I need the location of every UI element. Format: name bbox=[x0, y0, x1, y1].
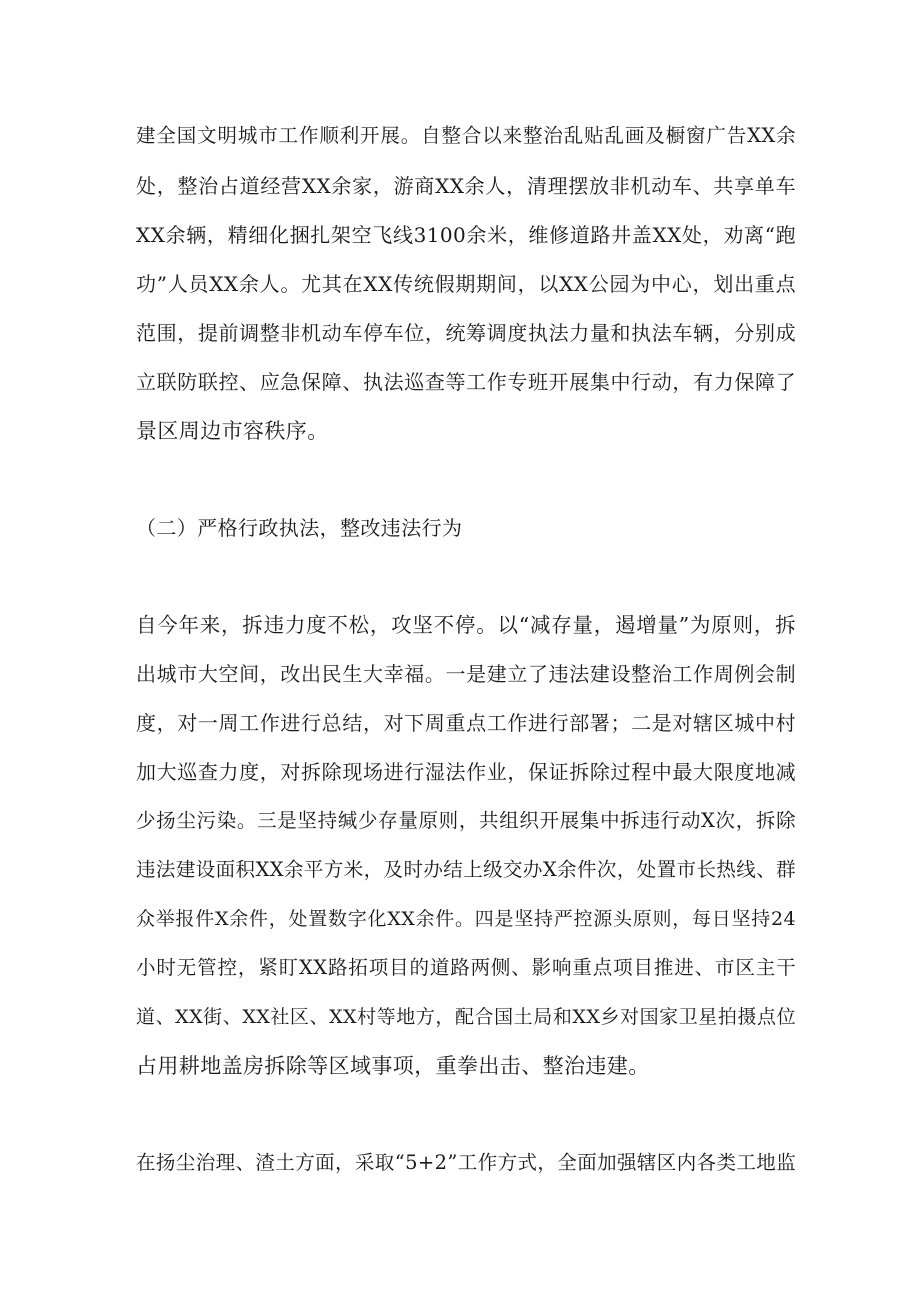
paragraph-line: 加大巡查力度，对拆除现场进行湿法作业，保证拆除过程中最大限度地减 bbox=[136, 760, 796, 784]
paragraph-line: 道、XX街、XX社区、XX村等地方，配合国土局和XX乡对国家卫星拍摄点位 bbox=[136, 1006, 796, 1028]
paragraph-line: 在扬尘治理、渣土方面，采取“5+2”工作方式，全面加强辖区内各类工地监 bbox=[136, 1151, 797, 1174]
paragraph-line: 功”人员XX余人。尤其在XX传统假期期间，以XX公园为中心，划出重点 bbox=[136, 272, 796, 296]
paragraph-line: 立联防联控、应急保障、执法巡查等工作专班开展集中行动，有力保障了 bbox=[136, 370, 796, 394]
paragraph-line: 少扬尘污染。三是坚持缄少存量原则，共组织开展集中拆违行动X次，拆除 bbox=[136, 809, 796, 832]
paragraph-line: 处，整治占道经营XX余家，游商XX余人，清理摆放非机动车、共享单车 bbox=[136, 174, 796, 198]
paragraph-line: 小时无管控，紧盯XX路拓项目的道路两侧、影响重点项目推进、市区主干 bbox=[136, 956, 796, 979]
paragraph-line: 占用耕地盖房拆除等区域事项，重拳出击、整治违建。 bbox=[136, 1054, 650, 1078]
paragraph-line: 自今年来，拆违力度不松，攻坚不停。以“减存量，遏增量”为原则，拆 bbox=[136, 613, 796, 637]
paragraph-line: XX余辆，精细化捆扎架空飞线3100余米，维修道路井盖XX处，劝离“跑 bbox=[136, 223, 796, 247]
paragraph-line: 景区周边市容秩序。 bbox=[136, 419, 329, 443]
paragraph-line: 度，对一周工作进行总结，对下周重点工作进行部署；二是对辖区城中村 bbox=[136, 711, 796, 735]
paragraph-line: 建全国文明城市工作顺利开展。自整合以来整治乱贴乱画及橱窗广告XX余 bbox=[136, 124, 796, 147]
paragraph-line: 出城市大空间，改出民生大幸福。一是建立了违法建设整治工作周例会制 bbox=[136, 662, 796, 686]
paragraph-line: 众举报件X余件，处置数字化XX余件。四是坚持严控源头原则，每日坚持24 bbox=[136, 908, 796, 930]
section-heading: （二）严格行政执法，整改违法行为 bbox=[136, 516, 463, 540]
paragraph-line: 范围，提前调整非机动车停车位，统筹调度执法力量和执法车辆，分别成 bbox=[136, 321, 796, 345]
paragraph-line: 违法建设面积XX余平方米，及时办结上级交办X余件次，处置市长热线、群 bbox=[136, 858, 796, 881]
